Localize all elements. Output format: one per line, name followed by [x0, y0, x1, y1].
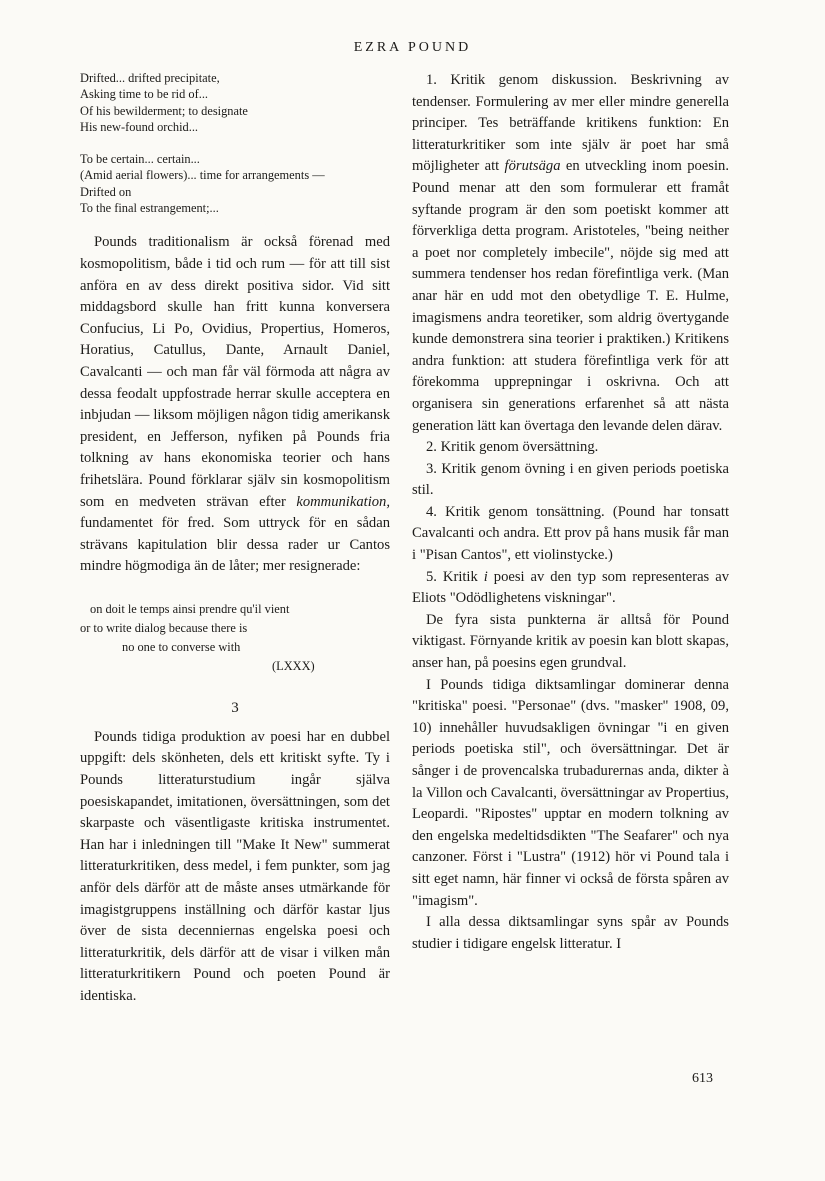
numbered-item: 3. Kritik genom övning i en given periods poetiska stil. — [412, 460, 729, 499]
poem-line: Drifted... drifted precipitate, — [80, 71, 220, 85]
italic-term: kommunikation, — [296, 493, 390, 510]
quote-line: or to write dialog because there is — [80, 620, 248, 635]
quote-line: no one to converse with — [122, 639, 241, 654]
stanza-gap — [80, 135, 390, 151]
poem-line: (Amid aerial flowers)... time for arrangements — — [80, 168, 325, 183]
poem-line: Of his bewilderment; to designate — [80, 103, 248, 118]
italic-term: förutsäga — [504, 158, 561, 175]
running-title: EZRA POUND — [353, 40, 472, 55]
numbered-item — [412, 567, 729, 610]
italic-term: i — [483, 568, 488, 585]
paragraph-text: en utveckling inom poesin. Pound menar att den som formulerar ett framåt syftande program är den som poetiskt kommer att förverkliga detta program. Aristoteles, "being neither a poet nor completely imbecile", nöjde sig med att summera tendenser hos redan förefintliga verk. (Man anar här en udd mot den obetydlige T. E. Hulme, imagismens andra teoretiker, som aldrig övertygande kunde demonstrera sina teorier i praktiken.) Kritikens andra funktion: att studera förefintliga verk för att förekomma upprepningar i oskrivna. Och att organisera sin generations erfarenhet så att nästa generation lätt kan övertaga den levande delen därav. — [412, 158, 729, 434]
poem-line: Drifted on — [80, 184, 132, 199]
paragraph-text: 5. Kritik — [426, 568, 484, 585]
section-number: 3 — [231, 699, 239, 716]
numbered-item: 2. Kritik genom översättning. — [426, 439, 599, 456]
paragraph-text: 1. Kritik genom diskussion. Beskrivning av tendenser. Formulering av mer eller mindre generella principer. Tes beträffande kritikens funktion: En litteraturkritiker som inte själv är poet har små möjligheter att — [412, 72, 729, 175]
poem-excerpt — [80, 70, 390, 216]
numbered-item — [412, 70, 729, 437]
quote-reference: (LXXX) — [272, 658, 315, 673]
poem-line: To the final estrangement;... — [80, 201, 219, 216]
poem-line: His new-found orchid... — [80, 119, 199, 134]
quote-line: on doit le temps ainsi prendre qu'il vient — [90, 601, 290, 616]
poem-line: To be certain... certain... — [80, 152, 200, 167]
body-paragraph: Pounds tidiga produktion av poesi har en dubbel uppgift: dels skönheten, dels ett kritiskt syfte. Ty i Pounds litteraturstudium ingår själva poesiskapandet, imitationen, översättningen, som det skarpaste och väsentligaste kritiska instrumentet. Han har i inledningen till "Make It New" summerat litteraturkritiken, dess medel, i fem punkter, som jag anför dels därför att de måste anses utmärkande för imagistgruppens inställning och därför kastar ljus över de sista decenniernas engelska poesi och litteraturkritik, dels därför att de visar i vilken mån litteraturkritikern Pound och poeten Pound är identiska. — [80, 728, 390, 1004]
body-paragraph: I Pounds tidiga diktsamlingar dominerar denna "kritiska" poesi. "Personae" (dvs. "masker" 1908, 09, 10) innehåller huvudsakligen övningar "i en given periods poetiska stil", och översättningar. Det är sånger i de provencalska trubadurernas anda, dikter à la Villon och Cavalcanti, översättningar av Propertius, Leopardi. "Ripostes" upptar en modern tolkning av den engelska medeltidsdikten "The Seafarer" och nya canzoner. Först i "Lustra" (1912) hör vi Pound tala i sitt eget namn, här finner vi också de första spåren av "imagism". — [412, 676, 729, 909]
poem-line: Asking time to be rid of... — [80, 87, 209, 102]
body-paragraph: I alla dessa diktsamlingar syns spår av Pounds studier i tidigare engelsk litteratur. I — [412, 914, 729, 952]
body-paragraph — [80, 232, 390, 578]
paragraph-text: poesi av den typ som representeras av Eliots "Odödlighetens viskningar". — [412, 568, 729, 607]
verse-quote — [80, 600, 390, 676]
numbered-item: 4. Kritik genom tonsättning. (Pound har tonsatt Cavalcanti och andra. Ett prov på hans musik får man i "Pisan Cantos", ett violinstycke.) — [412, 503, 729, 564]
page-number: 613 — [692, 1071, 713, 1086]
left-column — [80, 70, 390, 1008]
paragraph-text: fundamentet för fred. Som uttryck för en sådan strävans kapitulation blir dessa rader ur Cantos mindre högmodiga än de låter; mer resignerade: — [80, 515, 390, 575]
right-column — [412, 70, 729, 955]
body-paragraph: De fyra sista punkterna är alltså för Pound viktigast. Förnyande kritik av poesin kan blott skapas, anser han, på poesins egen grundval. — [412, 611, 729, 672]
paragraph-text: Pounds traditionalism är också förenad med kosmopolitism, både i tid och rum — för att till sist anföra en av dess direkt positiva sidor. Vid sitt middagsbord skulle han fritt kunna konversera Confucius, Li Po, Ovidius, Propertius, Homeros, Horatius, Catullus, Dante, Arnault Daniel, Cavalcanti — och man får väl förmoda att några av dessa feodalt uppfostrade herrar skulle acceptera en inbjudan — liksom möjligen någon tidig amerikansk president, en Jefferson, nyfiken på Pounds fria tolkning av hans ekonomiska teorier och hans frihetslära. Pound förklarar själv sin kosmopolitism som en medveten strävan efter — [80, 234, 390, 510]
